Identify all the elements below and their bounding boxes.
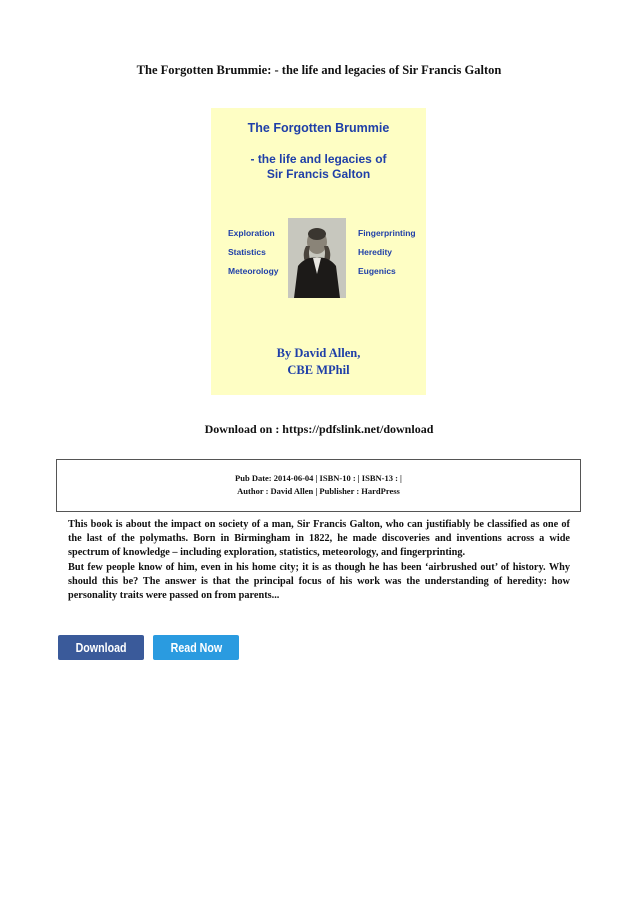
cover-subtitle-line1: - the life and legacies of — [250, 152, 387, 166]
metadata-box — [56, 459, 581, 512]
cover-topic: Fingerprinting — [358, 228, 416, 238]
book-description — [68, 518, 570, 603]
page-title: The Forgotten Brummie: - the life and legacies of Sir Francis Galton — [136, 63, 502, 77]
cover-topics-right — [358, 224, 416, 281]
cover-subtitle-line2: Sir Francis Galton — [266, 167, 371, 181]
metadata-line-author: Author : David Allen | Publisher : HardPress — [237, 486, 400, 496]
cover-topics-left — [228, 224, 279, 281]
cover-topic: Meteorology — [228, 266, 279, 276]
description-paragraph: But few people know of him, even in his home city; it is as though he has been ‘airbrushed out’ of history. Why should this be? The answer is that the principal focus of his work was the understanding of heredity: how personality traits were passed on from parents... — [68, 561, 570, 602]
download-button[interactable] — [58, 635, 144, 660]
download-button-label: Download — [75, 640, 127, 655]
book-cover — [211, 108, 426, 395]
metadata-line-pub: Pub Date: 2014-06-04 | ISBN-10 : | ISBN-13 : | — [235, 473, 402, 483]
download-link-text[interactable]: Download on : https://pdfslink.net/download — [204, 422, 434, 436]
cover-author-line1: By David Allen, — [276, 346, 361, 360]
read-now-button[interactable] — [153, 635, 239, 660]
cover-topic: Heredity — [358, 247, 393, 257]
cover-subtitle — [211, 152, 426, 182]
cover-title: The Forgotten Brummie — [247, 121, 390, 135]
cover-author-line2: CBE MPhil — [287, 363, 350, 377]
cover-topic: Eugenics — [358, 266, 396, 276]
cover-topic: Exploration — [228, 228, 275, 238]
portrait-image — [288, 218, 346, 298]
cover-author — [211, 345, 426, 379]
cover-topic: Statistics — [228, 247, 266, 257]
read-now-button-label: Read Now — [170, 640, 222, 655]
description-paragraph: This book is about the impact on society of a man, Sir Francis Galton, who can justifiably be classified as one of the last of the polymaths. Born in Birmingham in 1822, he made discoveries and inventions across a wide spectrum of knowledge – including exploration, statistics, meteorology, and fingerprinting. — [68, 519, 570, 559]
